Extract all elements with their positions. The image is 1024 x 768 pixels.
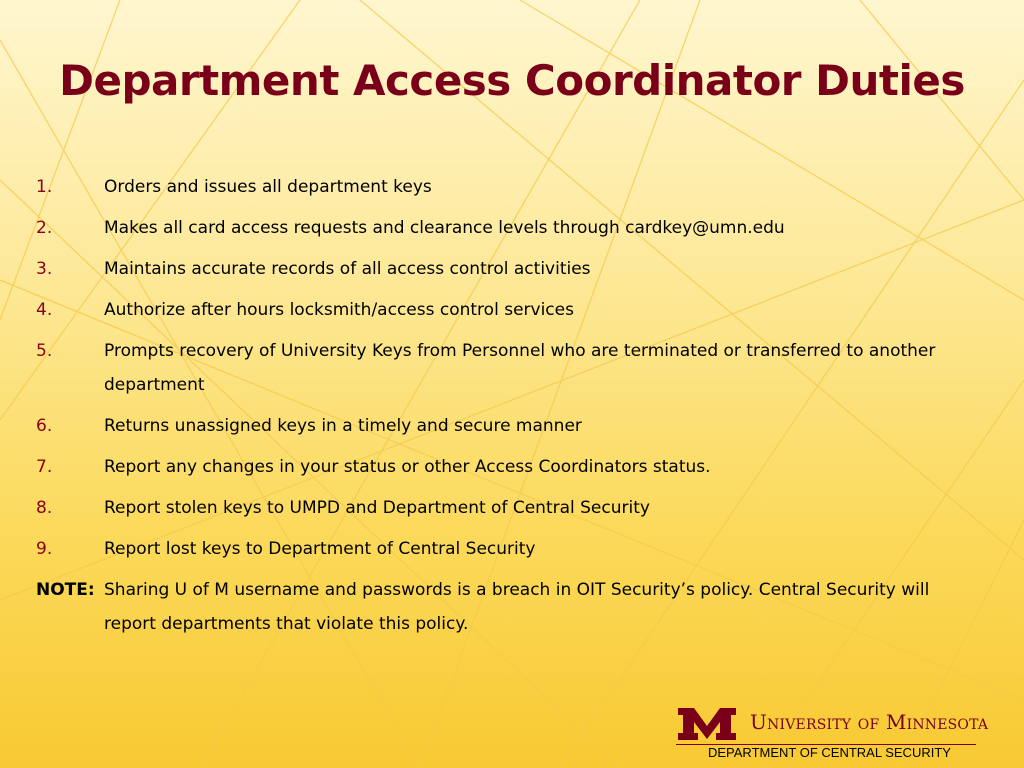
- list-item-text: Maintains accurate records of all access control activities: [104, 259, 591, 279]
- list-item-text: Returns unassigned keys in a timely and secure manner: [104, 416, 582, 436]
- list-item: [36, 409, 976, 443]
- list-item-text: Makes all card access requests and clearance levels through cardkey@umn.edu: [104, 218, 785, 238]
- list-item: [36, 293, 976, 327]
- note-label: NOTE:: [36, 580, 95, 600]
- university-logo: [676, 704, 1006, 744]
- list-item-number: 5.: [36, 341, 53, 361]
- slide-title: Department Access Coordinator Duties: [59, 56, 965, 105]
- list-item-number: 4.: [36, 300, 53, 320]
- list-item: [36, 334, 976, 402]
- list-item: [36, 252, 976, 286]
- list-item: [36, 211, 976, 245]
- duties-list: [36, 170, 976, 641]
- list-item-number: 1.: [36, 177, 53, 197]
- department-name: DEPARTMENT OF CENTRAL SECURITY: [708, 745, 951, 760]
- list-item: [36, 491, 976, 525]
- list-item-text: Report stolen keys to UMPD and Department of Central Security: [104, 498, 650, 518]
- list-item-text: Report lost keys to Department of Central Security: [104, 539, 536, 559]
- list-item-text: Authorize after hours locksmith/access control services: [104, 300, 574, 320]
- block-m-logo-icon: [676, 706, 738, 742]
- note: [36, 573, 976, 641]
- note-text: Sharing U of M username and passwords is a breach in OIT Security’s policy. Central Security will report departments that violate this policy.: [104, 580, 930, 634]
- list-item-text: Prompts recovery of University Keys from Personnel who are terminated or transferred to another department: [104, 341, 936, 395]
- list-item: [36, 532, 976, 566]
- list-item-number: 3.: [36, 259, 53, 279]
- university-name: University of Minnesota: [750, 710, 989, 734]
- list-item-number: 7.: [36, 457, 53, 477]
- list-item: [36, 170, 976, 204]
- list-item-text: Report any changes in your status or other Access Coordinators status.: [104, 457, 711, 477]
- list-item: [36, 450, 976, 484]
- list-item-number: 8.: [36, 498, 53, 518]
- list-item-number: 2.: [36, 218, 53, 238]
- list-item-number: 9.: [36, 539, 53, 559]
- list-item-number: 6.: [36, 416, 53, 436]
- list-item-text: Orders and issues all department keys: [104, 177, 432, 197]
